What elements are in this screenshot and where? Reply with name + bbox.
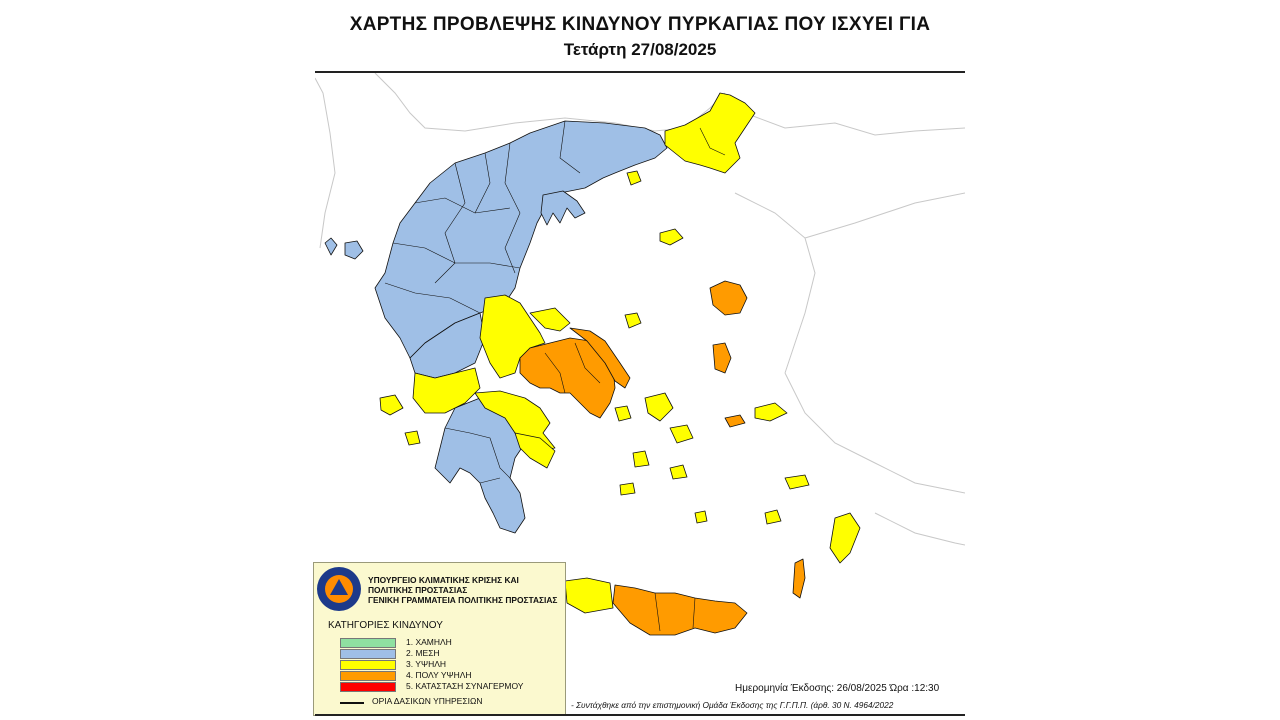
legend-swatch xyxy=(340,671,396,681)
legend-swatch xyxy=(340,682,396,692)
legend-swatch xyxy=(340,660,396,670)
region-astypalaia xyxy=(765,510,781,524)
map-subtitle: Τετάρτη 27/08/2025 xyxy=(563,40,717,59)
region-lemnos xyxy=(660,229,683,245)
region-argolida xyxy=(515,433,555,468)
legend-swatch xyxy=(340,649,396,659)
region-lesvos xyxy=(710,281,747,315)
region-dodecanese-kos xyxy=(785,475,809,489)
legend-label: 2. ΜΕΣΗ xyxy=(406,648,440,658)
region-crete-central-east xyxy=(613,585,747,635)
map-title: ΧΑΡΤΗΣ ΠΡΟΒΛΕΨΗΣ ΚΙΝΔΥΝΟΥ ΠΥΡΚΑΓΙΑΣ ΠΟΥ ΙΣΧΥΕΙ ΓΙΑ xyxy=(349,14,931,35)
civil-protection-logo xyxy=(316,566,362,612)
region-rhodes xyxy=(830,513,860,563)
legend-label: 1. ΧΑΜΗΛΗ xyxy=(406,637,452,647)
legend-categories-title: ΚΑΤΗΓΟΡΙΕΣ ΚΙΝΔΥΝΟΥ xyxy=(328,620,443,631)
legend-label: 4. ΠΟΛΥ ΥΨΗΛΗ xyxy=(406,670,472,680)
issue-date: Ημερομηνία Έκδοσης: 26/08/2025 Ώρα :12:30 xyxy=(735,683,940,694)
region-thasos xyxy=(627,171,641,185)
credit-note: - Συντάχθηκε από την επιστημονική Ομάδα Έκδοσης της Γ.Γ.Π.Π. (άρθ. 30 Ν. 4964/2022 xyxy=(571,700,894,710)
region-corfu xyxy=(325,238,337,255)
region-skyros xyxy=(625,313,641,328)
ministry-line: ΓΕΝΙΚΗ ΓΡΑΜΜΑΤΕΙΑ ΠΟΛΙΤΙΚΗΣ ΠΡΟΣΤΑΣΙΑΣ xyxy=(368,595,558,605)
region-cyclades-s xyxy=(633,451,649,467)
region-crete-west xyxy=(565,578,613,613)
ministry-name xyxy=(368,575,557,605)
region-cyclades-sw xyxy=(670,465,687,479)
region-chalkidiki xyxy=(541,191,585,225)
region-cyclades-c xyxy=(615,406,631,421)
region-kefalonia xyxy=(380,395,403,415)
region-zakynthos xyxy=(405,431,420,445)
region-dodecanese-n xyxy=(755,403,787,421)
region-thrace xyxy=(665,93,755,173)
legend-label: 3. ΥΨΗΛΗ xyxy=(406,659,447,669)
region-santorini xyxy=(695,511,707,523)
region-chios xyxy=(713,343,731,373)
region-karpathos xyxy=(793,559,805,598)
bottom-divider xyxy=(315,714,965,716)
ministry-line: ΠΟΛΙΤΙΚΗΣ ΠΡΟΣΤΑΣΙΑΣ xyxy=(368,585,468,595)
boundary-line-swatch xyxy=(340,702,364,704)
region-samos xyxy=(725,415,745,427)
legend-swatch xyxy=(340,638,396,648)
region-euboea-north-isle xyxy=(345,241,363,259)
region-cyclades-e xyxy=(670,425,693,443)
region-milos xyxy=(620,483,635,495)
legend-panel xyxy=(313,562,566,716)
legend-label: 5. ΚΑΤΑΣΤΑΣΗ ΣΥΝΑΓΕΡΜΟΥ xyxy=(406,681,524,691)
ministry-line: ΥΠΟΥΡΓΕΙΟ ΚΛΙΜΑΤΙΚΗΣ ΚΡΙΣΗΣ ΚΑΙ xyxy=(368,575,519,585)
region-cyclades-n xyxy=(645,393,673,421)
legend-label: ΟΡΙΑ ΔΑΣΙΚΩΝ ΥΠΗΡΕΣΙΩΝ xyxy=(372,696,483,706)
